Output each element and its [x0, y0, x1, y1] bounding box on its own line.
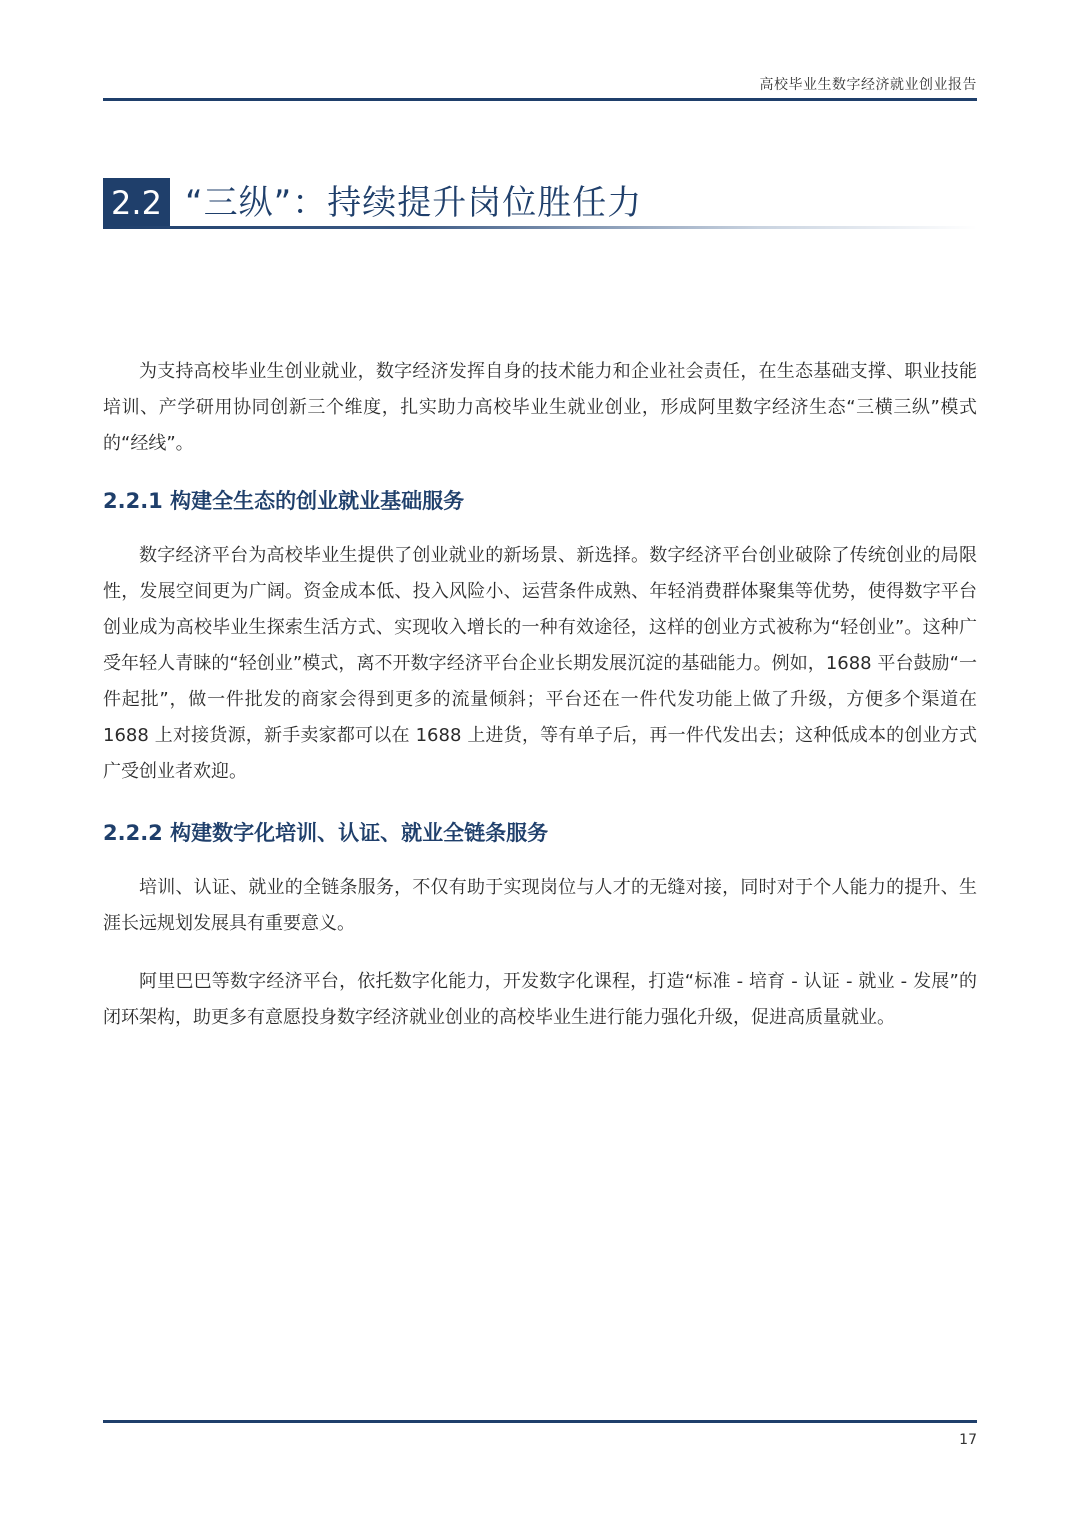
paragraph-2-2-2-a: 培训、认证、就业的全链条服务，不仅有助于实现岗位与人才的无缝对接，同时对于个人能力的提升、生涯长远规划发展具有重要意义。	[103, 877, 977, 934]
paragraph-2-2-1: 数字经济平台为高校毕业生提供了创业就业的新场景、新选择。数字经济平台创业破除了传统创业的局限性，发展空间更为广阔。资金成本低、投入风险小、运营条件成熟、年轻消费群体聚集等优势，使得数字平台创业成为高校毕业生探索生活方式、实现收入增长的一种有效途径，这样的创业方式被称为“轻创业”。这种广受年轻人青睐的“轻创业”模式，离不开数字经济平台企业长期发展沉淀的基础能力。例如，1688 平台鼓励“一件起批”，做一件批发的商家会得到更多的流量倾斜；平台还在一件代发功能上做了升级，方便多个渠道在 1688 上对接货源，新手卖家都可以在 1688 上进货，等有单子后，再一件代发出去；这种低成本的创业方式广受创业者欢迎。	[103, 545, 977, 782]
section-title	[103, 178, 977, 228]
running-header: 高校毕业生数字经济就业创业报告	[759, 77, 977, 93]
paragraph-2-2-2-b: 阿里巴巴等数字经济平台，依托数字化能力，开发数字化课程，打造“标准 - 培育 - 认证 - 就业 - 发展”的闭环架构，助更多有意愿投身数字经济就业创业的高校毕业生进行能力强化升级，促进高质量就业。	[103, 971, 977, 1028]
intro-paragraph: 为支持高校毕业生创业就业，数字经济发挥自身的技术能力和企业社会责任，在生态基础支撑、职业技能培训、产学研用协同创新三个维度，扎实助力高校毕业生就业创业，形成阿里数字经济生态“三横三纵”模式的“经线”。	[103, 361, 977, 454]
section-number: 2.2	[103, 178, 170, 228]
header-rule	[103, 98, 977, 101]
footer-rule	[103, 1420, 977, 1423]
subsection-heading-2-2-1: 2.2.1 构建全生态的创业就业基础服务	[103, 489, 465, 513]
section-heading: “三纵”：持续提升岗位胜任力	[185, 183, 643, 223]
page-number: 17	[959, 1432, 977, 1448]
title-underline	[103, 226, 977, 229]
subsection-heading-2-2-2: 2.2.2 构建数字化培训、认证、就业全链条服务	[103, 821, 549, 845]
